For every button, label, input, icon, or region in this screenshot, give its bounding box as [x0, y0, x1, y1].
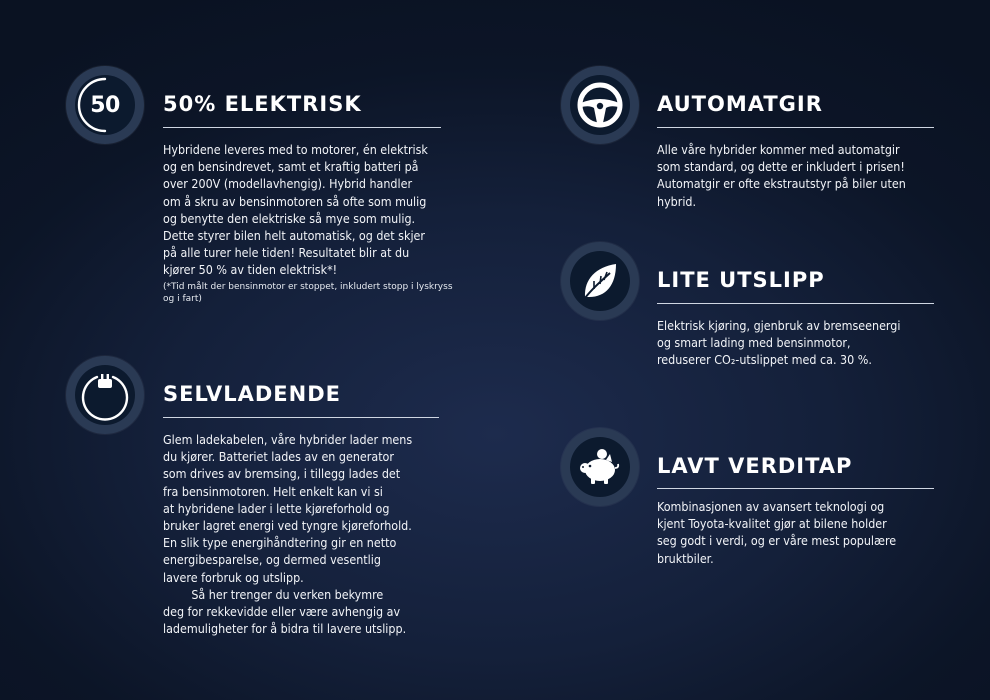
body-line: Alle våre hybrider kommer med automatgir — [657, 142, 900, 157]
section-title: LAVT VERDITAP — [657, 454, 853, 478]
section-title: SELVLADENDE — [163, 382, 341, 406]
body-line: over 200V (modellavhengig). Hybrid handler — [163, 176, 413, 192]
body-line: fra bensinmotoren. Helt enkelt kan vi si — [163, 483, 383, 499]
body-line: Automatgir er ofte ekstrautstyr på biler uten — [657, 176, 906, 192]
body-line: Hybridene leveres med to motorer, én elektrisk — [163, 142, 428, 157]
title-divider — [163, 417, 439, 418]
section-title: AUTOMATGIR — [657, 92, 823, 116]
charging-plug-icon — [66, 356, 144, 434]
body-line: at hybridene lader i lette kjøreforhold og — [163, 500, 390, 516]
body-line: og benytte den elektriske så mye som mulig. — [163, 210, 416, 226]
body-line: seg godt i verdi, og er våre mest populære — [657, 533, 897, 549]
body-line: lavere forbruk og utslipp. — [163, 569, 304, 585]
footnote-line: (*Tid målt der bensinmotor er stoppet, inkludert stopp i lyskryss — [163, 282, 453, 292]
section-body — [163, 431, 412, 637]
title-divider — [657, 303, 934, 304]
body-line: bruktbiler. — [657, 550, 714, 566]
body-line: kjent Toyota-kvalitet gjør at bilene holder — [657, 516, 887, 532]
body-line: Elektrisk kjøring, gjenbruk av bremseenergi — [657, 318, 901, 333]
body-line: bruker lagret energi ved tyngre kjøreforhold. — [163, 518, 412, 534]
body-line: Glem ladekabelen, våre hybrider lader mens — [163, 432, 413, 447]
section-title: 50% ELEKTRISK — [163, 92, 362, 116]
piggy-bank-icon — [561, 428, 639, 506]
body-line: Kombinasjonen av avansert teknologi og — [657, 499, 885, 514]
steering-wheel-icon — [561, 66, 639, 144]
section-body — [657, 317, 900, 369]
section-title: LITE UTSLIPP — [657, 268, 825, 292]
body-line: reduserer CO₂-utslippet med ca. 30 %. — [657, 352, 872, 368]
title-divider — [657, 127, 934, 128]
title-divider — [163, 127, 441, 128]
footnote-line: og i fart) — [163, 294, 202, 304]
body-line: lademuligheter for å bidra til lavere utslipp. — [163, 621, 407, 637]
50-percent-icon — [66, 66, 144, 144]
section-body — [163, 141, 428, 279]
body-line: på alle turer hele tiden! Resultatet blir at du — [163, 245, 410, 261]
body-line: energibesparelse, og dermed vesentlig — [163, 552, 381, 568]
body-line: du kjører. Batteriet lades av en generator — [163, 449, 394, 465]
body-line: Så her trenger du verken bekymre — [163, 586, 384, 602]
body-line: Dette styrer bilen helt automatisk, og det skjer — [163, 228, 425, 244]
body-line: En slik type energihåndtering gir en netto — [163, 535, 397, 551]
title-divider — [657, 488, 934, 489]
body-line: som standard, og dette er inkludert i prisen! — [657, 159, 905, 175]
body-line: som drives av bremsing, i tillegg lades det — [163, 466, 401, 482]
icon-number: 50 — [90, 92, 120, 118]
body-line: deg for rekkevidde eller være avhengig av — [163, 604, 401, 620]
section-body — [657, 498, 896, 567]
body-line: hybrid. — [657, 193, 697, 209]
body-line: om å skru av bensinmotoren så ofte som mulig — [163, 193, 427, 209]
leaf-icon — [561, 242, 639, 320]
footnote — [163, 281, 453, 305]
body-line: kjører 50 % av tiden elektrisk*! — [163, 262, 338, 278]
body-line: og en bensindrevet, samt et kraftig batteri på — [163, 159, 419, 175]
section-body — [657, 141, 906, 210]
body-line: og smart lading med bensinmotor, — [657, 335, 851, 351]
